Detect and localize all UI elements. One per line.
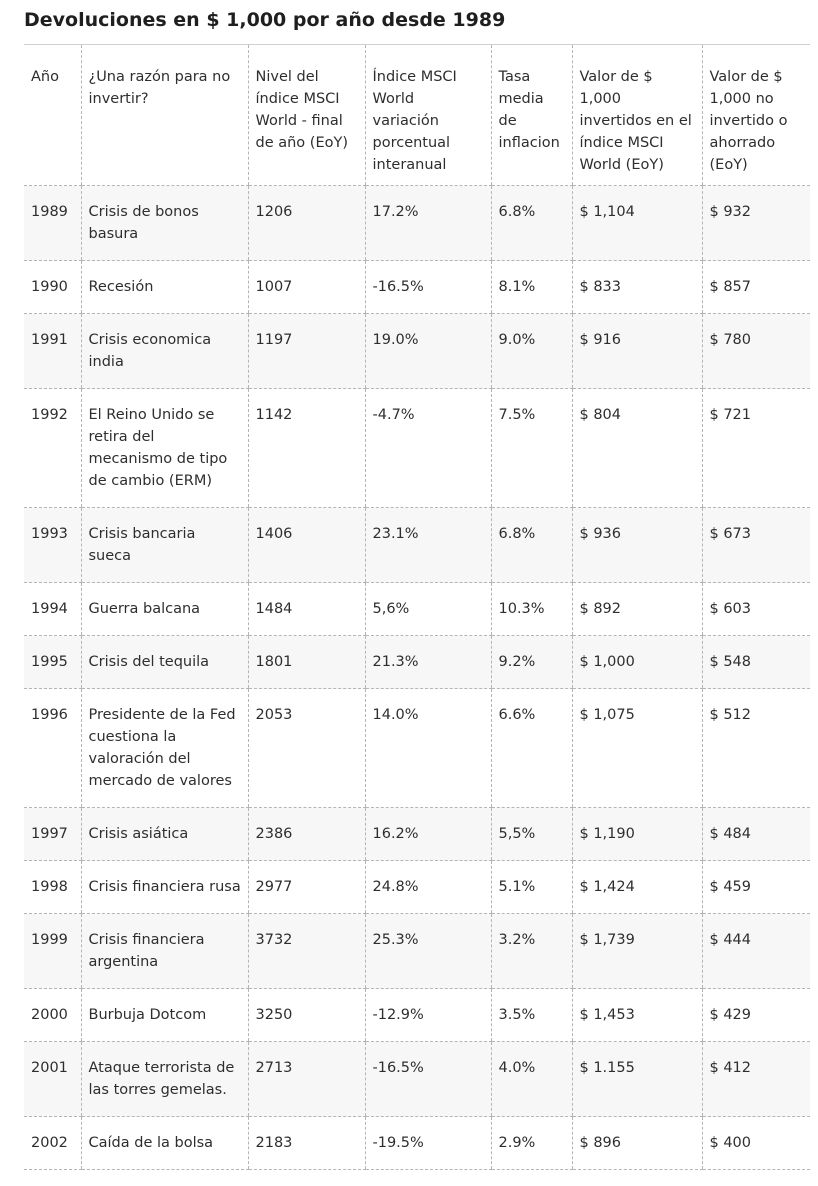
cell-inflation: 10.3% bbox=[491, 583, 572, 636]
cell-year: 2001 bbox=[24, 1042, 81, 1117]
cell-saved-value: $ 857 bbox=[702, 261, 810, 314]
cell-reason: Recesión bbox=[81, 261, 248, 314]
cell-year: 1994 bbox=[24, 583, 81, 636]
cell-index-change: 23.1% bbox=[365, 508, 491, 583]
cell-reason: Crisis asiática bbox=[81, 808, 248, 861]
header-saved-value: Valor de $ 1,000 no invertido o ahorrado (EoY) bbox=[702, 45, 810, 186]
cell-index-level: 1484 bbox=[248, 583, 365, 636]
cell-reason: Crisis bancaria sueca bbox=[81, 508, 248, 583]
cell-reason: Caída de la bolsa bbox=[81, 1117, 248, 1170]
cell-invested-value: $ 936 bbox=[572, 508, 702, 583]
cell-saved-value: $ 721 bbox=[702, 389, 810, 508]
cell-inflation: 8.1% bbox=[491, 261, 572, 314]
cell-index-change: 25.3% bbox=[365, 914, 491, 989]
cell-reason: Crisis economica india bbox=[81, 314, 248, 389]
table-row bbox=[24, 636, 810, 689]
cell-saved-value: $ 400 bbox=[702, 1117, 810, 1170]
header-reason: ¿Una razón para no invertir? bbox=[81, 45, 248, 186]
table-row bbox=[24, 689, 810, 808]
cell-reason: Crisis financiera rusa bbox=[81, 861, 248, 914]
table-row bbox=[24, 261, 810, 314]
cell-index-level: 3732 bbox=[248, 914, 365, 989]
cell-invested-value: $ 1.155 bbox=[572, 1042, 702, 1117]
cell-invested-value: $ 1,453 bbox=[572, 989, 702, 1042]
cell-invested-value: $ 1,424 bbox=[572, 861, 702, 914]
cell-inflation: 7.5% bbox=[491, 389, 572, 508]
table-row bbox=[24, 861, 810, 914]
cell-invested-value: $ 804 bbox=[572, 389, 702, 508]
cell-year: 1990 bbox=[24, 261, 81, 314]
cell-year: 1993 bbox=[24, 508, 81, 583]
cell-index-change: 21.3% bbox=[365, 636, 491, 689]
cell-saved-value: $ 412 bbox=[702, 1042, 810, 1117]
cell-invested-value: $ 892 bbox=[572, 583, 702, 636]
cell-index-level: 1197 bbox=[248, 314, 365, 389]
cell-reason: Guerra balcana bbox=[81, 583, 248, 636]
header-invested-value: Valor de $ 1,000 invertidos en el índice MSCI World (EoY) bbox=[572, 45, 702, 186]
cell-inflation: 6.8% bbox=[491, 186, 572, 261]
cell-invested-value: $ 916 bbox=[572, 314, 702, 389]
cell-index-change: -4.7% bbox=[365, 389, 491, 508]
cell-index-level: 2977 bbox=[248, 861, 365, 914]
cell-year: 1989 bbox=[24, 186, 81, 261]
cell-year: 2002 bbox=[24, 1117, 81, 1170]
cell-reason: Crisis del tequila bbox=[81, 636, 248, 689]
cell-invested-value: $ 1,739 bbox=[572, 914, 702, 989]
table-row bbox=[24, 186, 810, 261]
cell-index-change: 14.0% bbox=[365, 689, 491, 808]
cell-index-level: 1206 bbox=[248, 186, 365, 261]
cell-index-level: 2053 bbox=[248, 689, 365, 808]
cell-reason: Ataque terrorista de las torres gemelas. bbox=[81, 1042, 248, 1117]
cell-year: 1991 bbox=[24, 314, 81, 389]
cell-index-change: -19.5% bbox=[365, 1117, 491, 1170]
cell-invested-value: $ 1,075 bbox=[572, 689, 702, 808]
table-row bbox=[24, 583, 810, 636]
page-title: Devoluciones en $ 1,000 por año desde 1989 bbox=[24, 6, 810, 45]
table-row bbox=[24, 1042, 810, 1117]
cell-saved-value: $ 780 bbox=[702, 314, 810, 389]
cell-year: 1992 bbox=[24, 389, 81, 508]
cell-inflation: 5,5% bbox=[491, 808, 572, 861]
cell-inflation: 3.5% bbox=[491, 989, 572, 1042]
cell-saved-value: $ 512 bbox=[702, 689, 810, 808]
cell-year: 1999 bbox=[24, 914, 81, 989]
cell-year: 1998 bbox=[24, 861, 81, 914]
cell-reason: Crisis financiera argentina bbox=[81, 914, 248, 989]
cell-saved-value: $ 459 bbox=[702, 861, 810, 914]
cell-index-change: 19.0% bbox=[365, 314, 491, 389]
header-index-change: Índice MSCI World variación porcentual interanual bbox=[365, 45, 491, 186]
cell-inflation: 2.9% bbox=[491, 1117, 572, 1170]
cell-invested-value: $ 833 bbox=[572, 261, 702, 314]
table-row bbox=[24, 314, 810, 389]
cell-index-level: 2386 bbox=[248, 808, 365, 861]
cell-invested-value: $ 1,000 bbox=[572, 636, 702, 689]
cell-index-level: 3250 bbox=[248, 989, 365, 1042]
returns-table bbox=[24, 45, 810, 1170]
header-row bbox=[24, 45, 810, 186]
table-row bbox=[24, 989, 810, 1042]
cell-year: 1995 bbox=[24, 636, 81, 689]
cell-index-change: -12.9% bbox=[365, 989, 491, 1042]
header-index-level: Nivel del índice MSCI World - final de año (EoY) bbox=[248, 45, 365, 186]
cell-invested-value: $ 1,190 bbox=[572, 808, 702, 861]
cell-index-level: 2183 bbox=[248, 1117, 365, 1170]
table-row bbox=[24, 389, 810, 508]
cell-saved-value: $ 484 bbox=[702, 808, 810, 861]
cell-index-change: 24.8% bbox=[365, 861, 491, 914]
cell-inflation: 6.8% bbox=[491, 508, 572, 583]
cell-index-level: 2713 bbox=[248, 1042, 365, 1117]
cell-invested-value: $ 1,104 bbox=[572, 186, 702, 261]
cell-index-change: -16.5% bbox=[365, 1042, 491, 1117]
cell-inflation: 6.6% bbox=[491, 689, 572, 808]
cell-reason: Burbuja Dotcom bbox=[81, 989, 248, 1042]
cell-reason: Crisis de bonos basura bbox=[81, 186, 248, 261]
table-row bbox=[24, 1117, 810, 1170]
cell-index-change: 5,6% bbox=[365, 583, 491, 636]
cell-inflation: 4.0% bbox=[491, 1042, 572, 1117]
cell-saved-value: $ 548 bbox=[702, 636, 810, 689]
header-year: Año bbox=[24, 45, 81, 186]
cell-year: 2000 bbox=[24, 989, 81, 1042]
cell-saved-value: $ 444 bbox=[702, 914, 810, 989]
cell-reason: Presidente de la Fed cuestiona la valoración del mercado de valores bbox=[81, 689, 248, 808]
cell-saved-value: $ 429 bbox=[702, 989, 810, 1042]
cell-index-level: 1007 bbox=[248, 261, 365, 314]
cell-index-level: 1142 bbox=[248, 389, 365, 508]
cell-index-level: 1406 bbox=[248, 508, 365, 583]
cell-saved-value: $ 932 bbox=[702, 186, 810, 261]
table-row bbox=[24, 914, 810, 989]
cell-index-change: 17.2% bbox=[365, 186, 491, 261]
cell-invested-value: $ 896 bbox=[572, 1117, 702, 1170]
cell-inflation: 9.0% bbox=[491, 314, 572, 389]
cell-year: 1997 bbox=[24, 808, 81, 861]
cell-index-level: 1801 bbox=[248, 636, 365, 689]
cell-reason: El Reino Unido se retira del mecanismo de tipo de cambio (ERM) bbox=[81, 389, 248, 508]
table-row bbox=[24, 808, 810, 861]
cell-index-change: -16.5% bbox=[365, 261, 491, 314]
cell-index-change: 16.2% bbox=[365, 808, 491, 861]
cell-year: 1996 bbox=[24, 689, 81, 808]
cell-saved-value: $ 603 bbox=[702, 583, 810, 636]
cell-inflation: 5.1% bbox=[491, 861, 572, 914]
header-inflation: Tasa media de inflacion bbox=[491, 45, 572, 186]
table-row bbox=[24, 508, 810, 583]
cell-inflation: 3.2% bbox=[491, 914, 572, 989]
cell-inflation: 9.2% bbox=[491, 636, 572, 689]
cell-saved-value: $ 673 bbox=[702, 508, 810, 583]
